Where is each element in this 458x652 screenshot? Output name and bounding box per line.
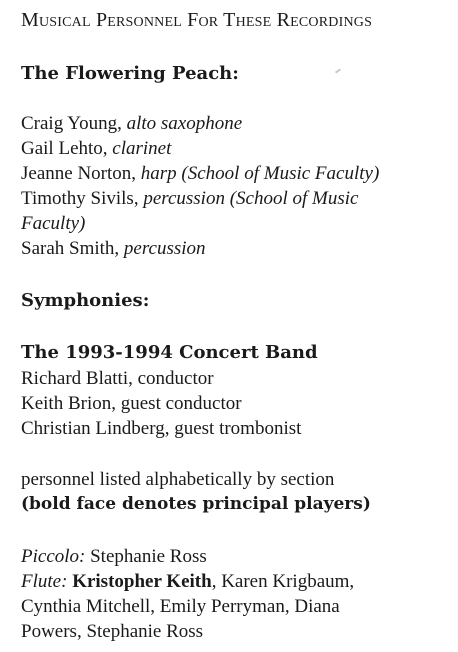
player-line-continued: Faculty) (21, 213, 86, 234)
player-line: Sarah Smith, percussion (21, 238, 206, 259)
flute-line-continued: Cynthia Mitchell, Emily Perryman, Diana (21, 596, 340, 617)
flute-principal: Kristopher Keith (72, 571, 212, 592)
player-line: Timothy Sivils, percussion (School of Music (21, 188, 359, 209)
page-title: Musical Personnel For These Recordings (21, 9, 373, 31)
band-title: The 1993-1994 Concert Band (21, 342, 318, 363)
stray-mark (335, 68, 341, 73)
player-line: Jeanne Norton, harp (School of Music Faculty) (21, 163, 380, 184)
flute-names: , Karen Krigbaum, (211, 571, 355, 592)
flute-line-continued: Powers, Stephanie Ross (21, 621, 204, 642)
credit-line: Christian Lindberg, guest trombonist (21, 418, 302, 439)
flowering-peach-title: The Flowering Peach: (21, 63, 239, 84)
player-line: Craig Young, alto saxophone (21, 113, 243, 134)
credit-line: Richard Blatti, conductor (21, 368, 214, 389)
credit-line: Keith Brion, guest conductor (21, 393, 242, 414)
flute-label: Flute: (21, 571, 68, 592)
symphonies-title: Symphonies: (21, 290, 150, 311)
bold-note: (bold face denotes principal players) (21, 494, 371, 514)
piccolo-label: Piccolo: (21, 546, 86, 567)
piccolo-names: Stephanie Ross (85, 546, 207, 567)
piccolo-line (21, 546, 207, 568)
personnel-note: personnel listed alphabetically by section (21, 469, 335, 490)
flute-line (21, 571, 354, 593)
player-line: Gail Lehto, clarinet (21, 138, 172, 159)
